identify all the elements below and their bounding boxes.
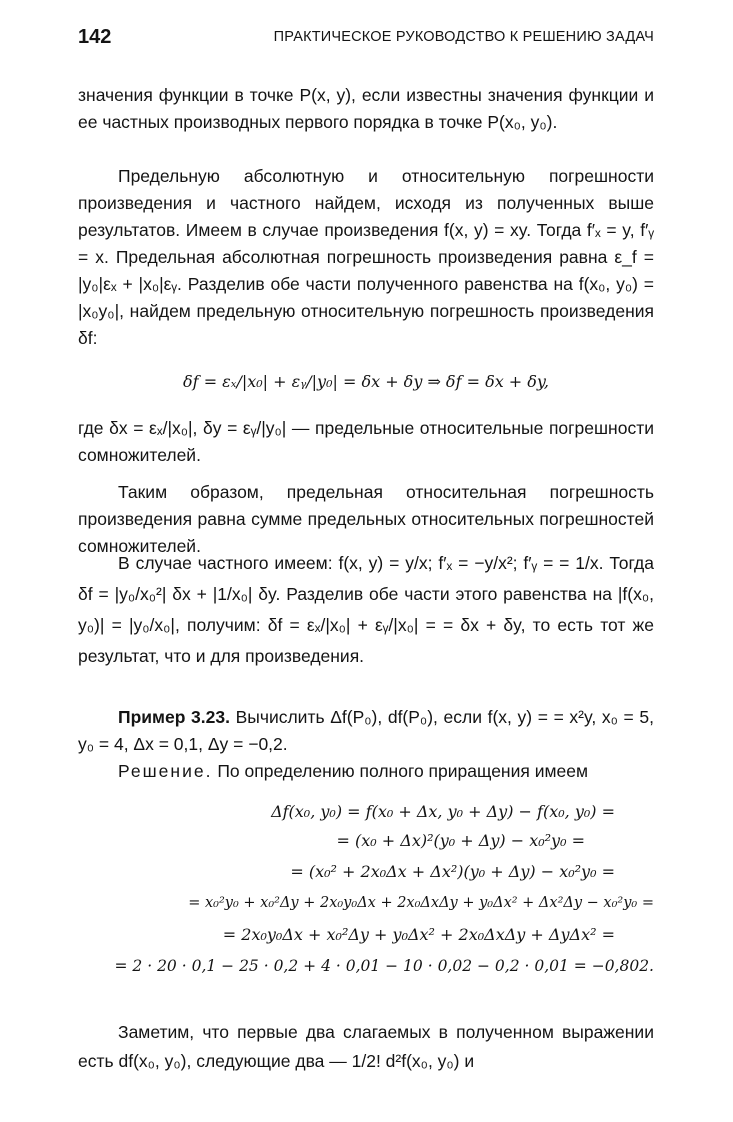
page-header (78, 26, 654, 50)
calc-line-6: = 2 · 20 · 0,1 − 25 · 0,2 + 4 · 0,01 − 10 · 0,02 − 0,2 · 0,01 = −0,802. (114, 957, 654, 975)
running-head: ПРАКТИЧЕСКОЕ РУКОВОДСТВО К РЕШЕНИЮ ЗАДАЧ (273, 29, 654, 45)
calc-line-5: = 2x₀y₀Δx + x₀²Δy + y₀Δx² + 2x₀ΔxΔy + ΔyΔx² = (222, 925, 615, 944)
equation-relative-error: δf = εₓ/|x₀| + εᵧ/|y₀| = δx + δy ⇒ δf = δx + δy, (183, 372, 549, 391)
example-label: Пример 3.23. (118, 707, 230, 727)
paragraph-product-errors: Предельную абсолютную и относительную погрешности произведения и частного найдем, исходя из полученных выше результатов. Имеем в случае произведения f(x, y) = xy. Тогда f′ₓ = y, f′ᵧ = x. Предельная абсолютная погрешность произведения равна ε_f = |y₀|εₓ + |x₀|εᵧ. Разделив обе части полученного равенства на f(x₀, y₀) = |x₀y₀|, найдем предельную относительную погрешность произведения δf: (78, 166, 654, 348)
example-block (78, 704, 654, 758)
page-number: 142 (78, 26, 112, 48)
paragraph-remark: Заметим, что первые два слагаемых в полученном выражении есть df(x₀, y₀), следующие два — 1/2! d²f(x₀, y₀) и (78, 1022, 654, 1071)
calc-line-3: = (x₀² + 2x₀Δx + Δx²)(y₀ + Δy) − x₀²y₀ = (290, 862, 615, 881)
paragraph-factor-errors: где δx = εₓ/|x₀|, δy = εᵧ/|y₀| — предельные относительные погрешности сомножителей. (78, 418, 654, 465)
calc-line-2: = (x₀ + Δx)²(y₀ + Δy) − x₀²y₀ = (336, 831, 585, 850)
calc-line-4: = x₀²y₀ + x₀²Δy + 2x₀y₀Δx + 2x₀ΔxΔy + y₀Δx² + Δx²Δy − x₀²y₀ = (188, 895, 654, 911)
calc-line-1: Δf(x₀, y₀) = f(x₀ + Δx, y₀ + Δy) − f(x₀, y₀) = (271, 802, 615, 821)
solution-label: Решение. (118, 761, 213, 781)
paragraph-conclusion: Таким образом, предельная относительная погрешность произведения равна сумме предельных относительных погрешностей сомножителей. (78, 482, 654, 556)
example-text: Вычислить Δf(P₀), df(P₀), если f(x, y) = = x²y, x₀ = 5, y₀ = 4, Δx = 0,1, Δy = −0,2. (78, 707, 654, 754)
paragraph-quotient: В случае частного имеем: f(x, y) = y/x; f′ₓ = −y/x²; f′ᵧ = = 1/x. Тогда δf = |y₀/x₀²| δx + |1/x₀| δy. Разделив обе части этого равенства на |f(x₀, y₀)| = |y₀/x₀|, получим: δf = εₓ/|x₀| + εᵧ/|x₀| = = δx + δy, то есть тот же результат, что и для произведения. (78, 553, 654, 666)
solution-text: По определению полного приращения имеем (217, 761, 589, 781)
paragraph-intro: значения функции в точке P(x, y), если известны значения функции и ее частных производных первого порядка в точке P(x₀, y₀). (78, 85, 654, 132)
solution-block (78, 758, 654, 785)
